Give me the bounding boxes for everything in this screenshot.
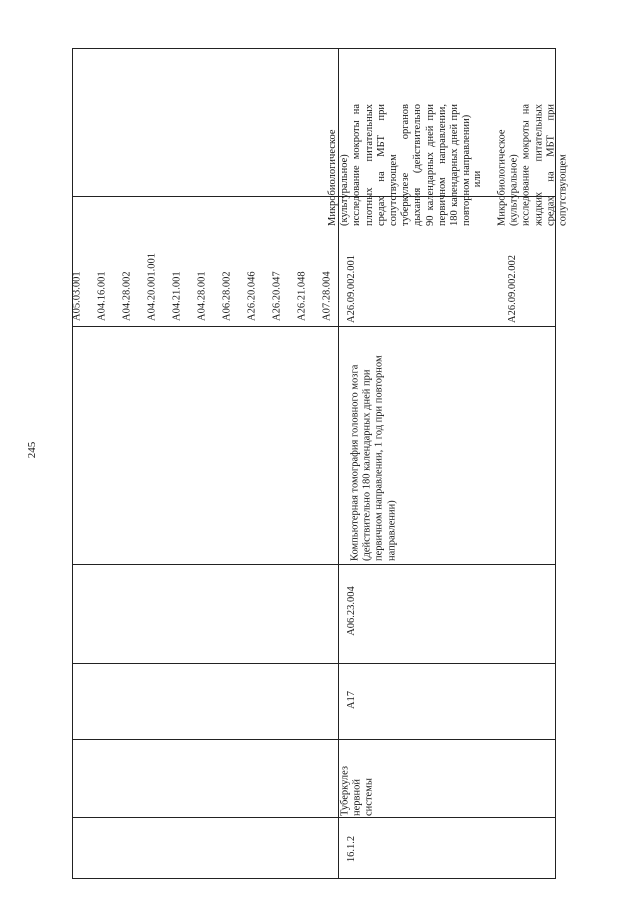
table-divider bbox=[73, 196, 555, 197]
service-code: A06.23.004 bbox=[345, 586, 357, 636]
micro-code-2: A26.09.002.002 bbox=[506, 255, 518, 323]
related-code: A04.20.001.001 bbox=[146, 253, 158, 321]
related-code: A26.20.046 bbox=[246, 271, 258, 321]
table bbox=[71, 48, 569, 879]
related-code: A26.20.047 bbox=[271, 271, 283, 321]
table-divider bbox=[73, 739, 555, 740]
micro-code-1: A26.09.002.001 bbox=[345, 255, 357, 323]
service-description: Компьютерная томография головного мозга (действительно 180 календарных дней при первичном направлении, 1 год при повторном направлении) bbox=[349, 355, 398, 561]
micro-description-1: Микробиологическое (культуральное) исследование мокроты на плотных питательных средах на МБТ при сопутствующем туберкулезе органов дыхания (действительно 90 календарных дней при первичном направлении, 180 календарных дней при повторном направлении) bbox=[326, 104, 473, 226]
page-number: 245 bbox=[26, 441, 38, 459]
table-divider bbox=[73, 817, 555, 818]
related-code: A04.28.002 bbox=[121, 271, 133, 321]
table-divider bbox=[73, 663, 555, 664]
disease-name: Туберкулез нервной системы bbox=[339, 765, 376, 816]
row-number: 16.1.2 bbox=[345, 835, 357, 863]
micro-description-2: Микробиологическое (культуральное) исследование мокроты на жидких питательных средах на МБТ при сопутствующем bbox=[496, 104, 569, 226]
related-code: A06.28.002 bbox=[221, 271, 233, 321]
related-code: A04.21.001 bbox=[171, 271, 183, 321]
table-divider bbox=[73, 564, 555, 565]
related-code: A26.21.048 bbox=[296, 271, 308, 321]
table-divider bbox=[73, 326, 555, 327]
related-codes bbox=[72, 201, 347, 321]
or-label: или bbox=[471, 170, 483, 188]
related-code: A05.03.001 bbox=[71, 271, 83, 321]
related-code: A04.16.001 bbox=[96, 271, 108, 321]
related-code: A07.28.004 bbox=[321, 271, 333, 321]
related-code: A04.28.001 bbox=[196, 271, 208, 321]
icd-code: A17 bbox=[345, 690, 357, 710]
